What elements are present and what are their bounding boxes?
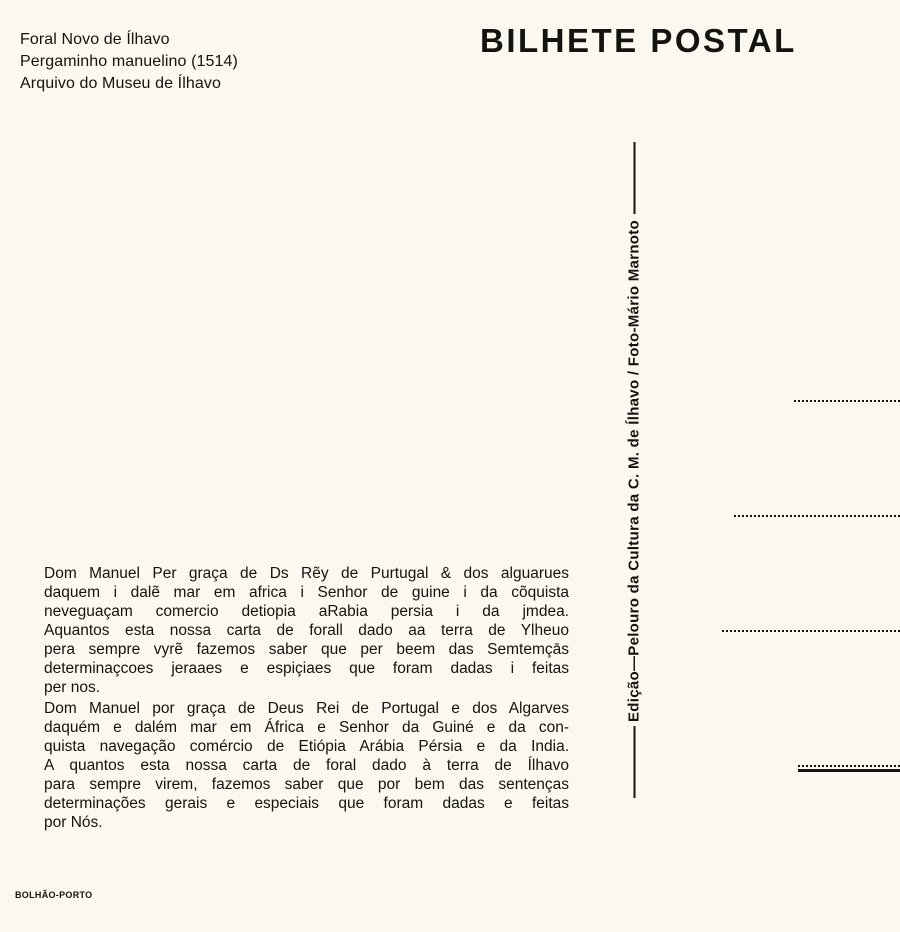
caption-line-2: Pergaminho manuelino (1514) — [20, 53, 238, 70]
transcription-line: Aquantos esta nossa carta de forall dado aa terra de Ylheuo — [44, 622, 569, 639]
modern-text-line: A quantos esta nossa carta de foral dado à terra de Ílhavo — [44, 757, 569, 774]
transcription-line: pera sempre vyrẽ fazemos saber que per beem das Semtemçās — [44, 641, 569, 658]
transcription-line: Dom Manuel Per graça de Ds Rẽy de Purtugal & dos alguarues — [44, 565, 569, 582]
edition-credit — [626, 142, 643, 798]
postcard-caption — [20, 29, 238, 95]
credit-rule-right — [633, 142, 635, 214]
address-line-3 — [722, 630, 900, 632]
caption-line-1: Foral Novo de Ílhavo — [20, 31, 170, 48]
transcription-line: determinaçcoes jeraaes e espiçiaes que foram dadas i feitas — [44, 660, 569, 677]
printer-imprint: BOLHÃO-PORTO — [15, 890, 93, 900]
postcard-title: BILHETE POSTAL — [480, 22, 797, 59]
transcription-line: neveguaçam comercio detiopia aRabia persia i da jmdea. — [44, 603, 569, 620]
modern-text-line: para sempre virem, fazemos saber que por bem das sentenças — [44, 776, 569, 793]
original-transcription — [44, 564, 569, 697]
address-line-4 — [798, 765, 900, 772]
address-line-1 — [794, 400, 900, 402]
edition-credit-text: Edição—Pelouro da Cultura da C. M. de Ílhavo / Foto-Mário Marnoto — [625, 219, 643, 723]
modern-text-line: Dom Manuel por graça de Deus Rei de Portugal e dos Algarves — [44, 700, 569, 717]
address-line-2 — [734, 515, 900, 517]
modern-text — [44, 699, 569, 832]
credit-rule-left — [633, 726, 635, 798]
modern-text-line: daquém e dalém mar em África e Senhor da Guiné e da con- — [44, 719, 569, 736]
modern-text-line: determinações gerais e especiais que foram dadas e feitas — [44, 795, 569, 812]
modern-text-line: por Nós. — [44, 814, 103, 831]
modern-text-line: quista navegação comércio de Etiópia Arábia Pérsia e da India. — [44, 738, 569, 755]
caption-line-3: Arquivo do Museu de Ílhavo — [20, 75, 221, 92]
transcription-line: daquem i dalẽ mar em africa i Senhor de guine i da cõquista — [44, 584, 569, 601]
transcription-line: per nos. — [44, 679, 101, 696]
